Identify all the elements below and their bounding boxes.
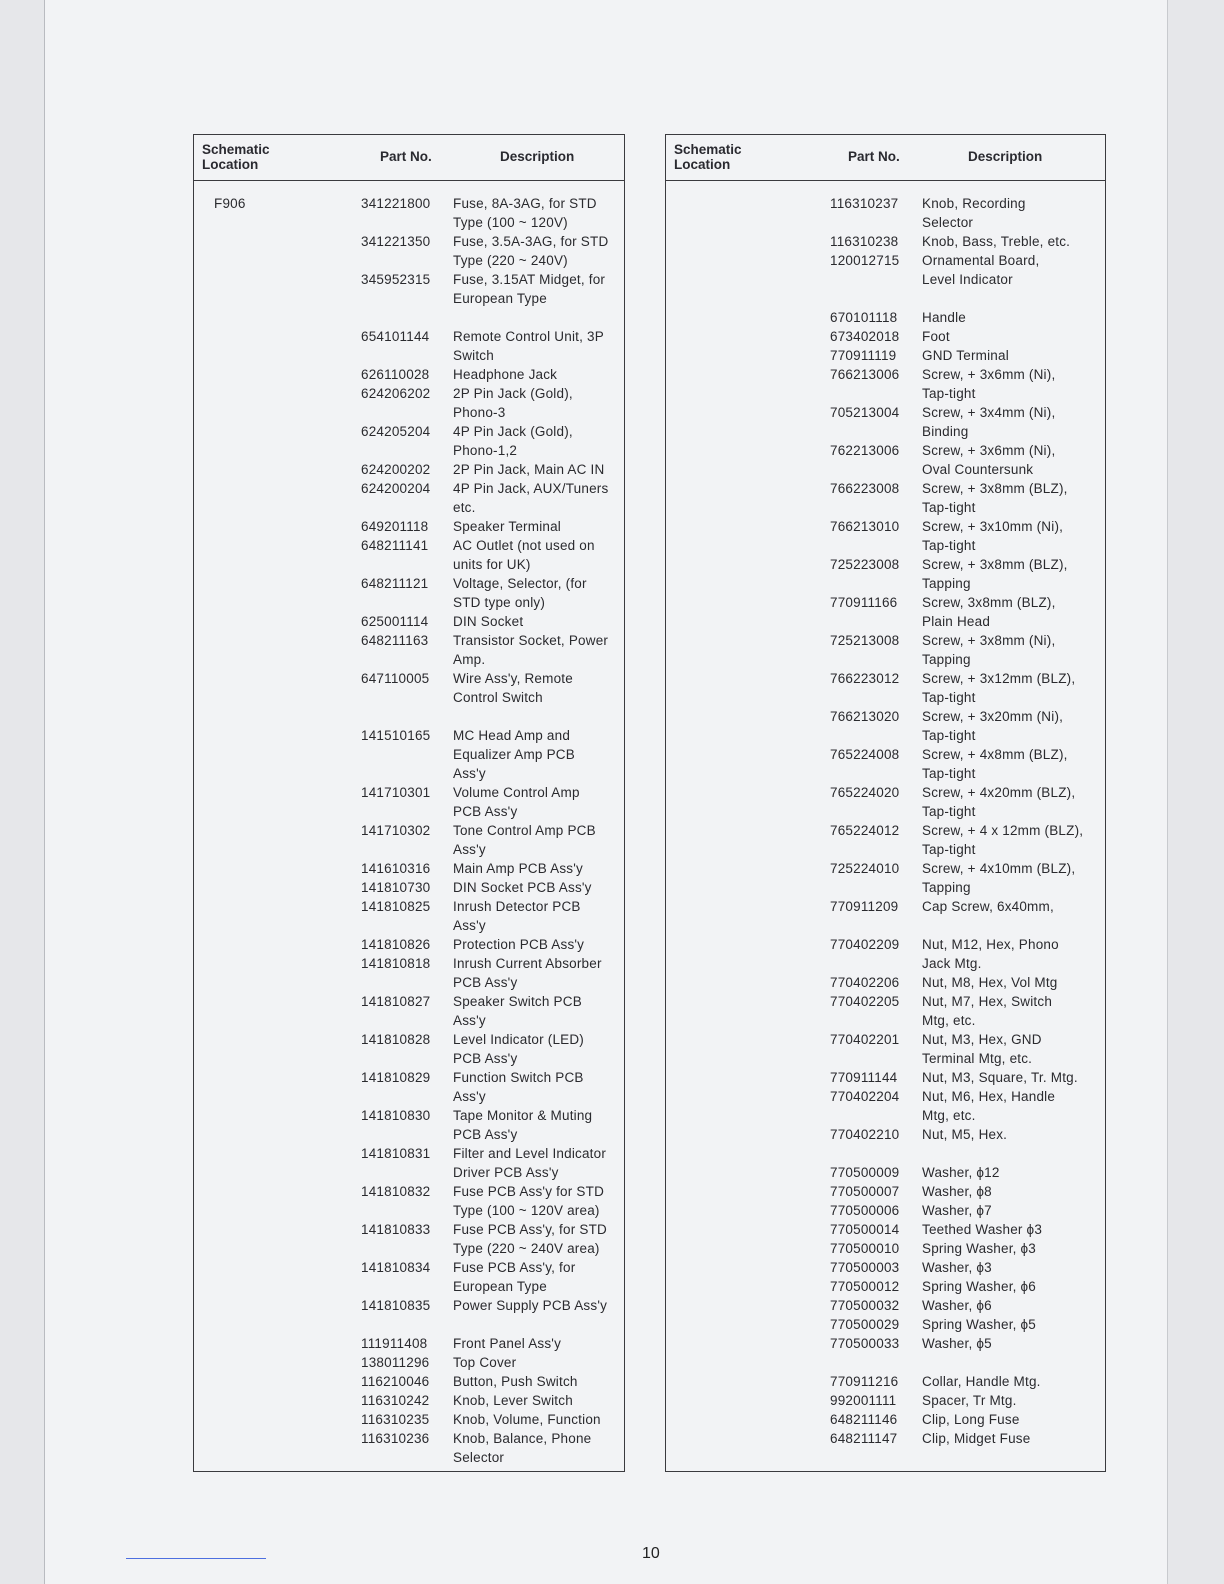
description-cell: Spring Washer, ϕ6 xyxy=(922,1279,1037,1294)
description-cell: Screw, + 4x8mm (BLZ), Tap-tight xyxy=(922,747,1068,781)
table-row xyxy=(666,1334,1105,1353)
description-cell: Level Indicator (LED) PCB Ass'y xyxy=(453,1032,585,1066)
table-row xyxy=(194,669,624,707)
description-cell: Wire Ass'y, Remote Control Switch xyxy=(453,671,573,705)
row-spacer xyxy=(194,1315,624,1334)
description-cell: Washer, ϕ12 xyxy=(922,1165,1000,1180)
description-cell: 2P Pin Jack, Main AC IN xyxy=(453,462,605,477)
description-cell: Fuse, 3.15AT Midget, for European Type xyxy=(453,272,606,306)
description-cell: Function Switch PCB Ass'y xyxy=(453,1070,584,1104)
part-number-cell: 141810818 xyxy=(361,956,431,971)
table-row xyxy=(194,1296,624,1315)
part-number-cell: 770500006 xyxy=(830,1203,900,1218)
description-cell: Nut, M5, Hex. xyxy=(922,1127,1008,1142)
table-row xyxy=(666,479,1105,517)
part-number-cell: 725213008 xyxy=(830,633,900,648)
description-cell: Fuse, 3.5A-3AG, for STD Type (220 ~ 240V) xyxy=(453,234,609,268)
description-cell: Main Amp PCB Ass'y xyxy=(453,861,583,876)
table-row xyxy=(194,897,624,935)
description-cell: Button, Push Switch xyxy=(453,1374,578,1389)
table-row xyxy=(666,555,1105,593)
part-number-cell: 770911216 xyxy=(830,1374,899,1389)
part-number-cell: 766213006 xyxy=(830,367,900,382)
table-row xyxy=(194,1372,624,1391)
description-cell: Spacer, Tr Mtg. xyxy=(922,1393,1017,1408)
part-number-cell: 765224020 xyxy=(830,785,900,800)
table-header xyxy=(194,135,624,181)
description-cell: Washer, ϕ6 xyxy=(922,1298,992,1313)
part-number-cell: 624205204 xyxy=(361,424,431,439)
description-cell: Knob, Balance, Phone Selector xyxy=(453,1431,592,1465)
description-cell: Screw, + 3x8mm (BLZ), Tap-tight xyxy=(922,481,1068,515)
table-row xyxy=(666,194,1105,232)
table-row xyxy=(194,365,624,384)
table-row xyxy=(194,1334,624,1353)
part-number-cell: 770500032 xyxy=(830,1298,900,1313)
table-row xyxy=(194,574,624,612)
description-cell: MC Head Amp and Equalizer Amp PCB Ass'y xyxy=(453,728,575,781)
description-cell: Screw, + 3x12mm (BLZ), Tap-tight xyxy=(922,671,1076,705)
table-row xyxy=(194,1258,624,1296)
table-row xyxy=(666,1372,1105,1391)
header-description: Description xyxy=(500,149,575,164)
table-row xyxy=(666,346,1105,365)
table-row xyxy=(666,897,1105,916)
part-number-cell: 116210046 xyxy=(361,1374,430,1389)
table-row xyxy=(194,1030,624,1068)
table-row xyxy=(194,422,624,460)
part-number-cell: 648211147 xyxy=(830,1431,898,1446)
description-cell: Screw, + 4x20mm (BLZ), Tap-tight xyxy=(922,785,1076,819)
part-number-cell: 341221800 xyxy=(361,196,431,211)
table-row xyxy=(666,403,1105,441)
description-cell: Foot xyxy=(922,329,950,344)
description-cell: Screw, + 3x8mm (BLZ), Tapping xyxy=(922,557,1068,591)
table-row xyxy=(666,973,1105,992)
table-row xyxy=(194,536,624,574)
part-number-cell: 141810828 xyxy=(361,1032,431,1047)
part-number-cell: 648211163 xyxy=(361,633,429,648)
table-row xyxy=(666,631,1105,669)
description-cell: GND Terminal xyxy=(922,348,1009,363)
row-spacer xyxy=(666,1353,1105,1372)
description-cell: Fuse, 8A-3AG, for STD Type (100 ~ 120V) xyxy=(453,196,597,230)
table-row xyxy=(666,365,1105,403)
part-number-cell: 141810832 xyxy=(361,1184,431,1199)
table-row xyxy=(666,669,1105,707)
table-row xyxy=(666,935,1105,973)
part-number-cell: 765224008 xyxy=(830,747,900,762)
part-number-cell: 770500003 xyxy=(830,1260,900,1275)
description-cell: DIN Socket PCB Ass'y xyxy=(453,880,592,895)
part-number-cell: 725223008 xyxy=(830,557,900,572)
part-number-cell: 624206202 xyxy=(361,386,431,401)
part-number-cell: 770402201 xyxy=(830,1032,900,1047)
part-number-cell: 647110005 xyxy=(361,671,430,686)
part-number-cell: 116310235 xyxy=(361,1412,430,1427)
description-cell: Headphone Jack xyxy=(453,367,558,382)
part-number-cell: 770500029 xyxy=(830,1317,900,1332)
table-row xyxy=(666,251,1105,289)
part-number-cell: 766223008 xyxy=(830,481,900,496)
part-number-cell: 141810829 xyxy=(361,1070,431,1085)
row-spacer xyxy=(194,707,624,726)
part-number-cell: 705213004 xyxy=(830,405,900,420)
description-cell: Remote Control Unit, 3P Switch xyxy=(453,329,604,363)
part-number-cell: 141810730 xyxy=(361,880,431,895)
table-row xyxy=(666,707,1105,745)
description-cell: Knob, Bass, Treble, etc. xyxy=(922,234,1071,249)
description-cell: Handle xyxy=(922,310,966,325)
table-row xyxy=(194,194,624,232)
part-number-cell: 770402209 xyxy=(830,937,900,952)
part-number-cell: 765224012 xyxy=(830,823,900,838)
row-spacer xyxy=(666,1144,1105,1163)
part-number-cell: 770500007 xyxy=(830,1184,900,1199)
table-row xyxy=(194,327,624,365)
part-number-cell: 670101118 xyxy=(830,310,898,325)
table-body xyxy=(666,194,1105,1448)
part-number-cell: 770500014 xyxy=(830,1222,900,1237)
table-row xyxy=(194,270,624,308)
part-number-cell: 673402018 xyxy=(830,329,900,344)
description-cell: Transistor Socket, Power Amp. xyxy=(453,633,609,667)
part-number-cell: 116310237 xyxy=(830,196,899,211)
description-cell: Inrush Current Absorber PCB Ass'y xyxy=(453,956,602,990)
parts-table-right xyxy=(665,134,1106,1472)
part-number-cell: 141610316 xyxy=(361,861,431,876)
description-cell: Nut, M3, Square, Tr. Mtg. xyxy=(922,1070,1078,1085)
description-cell: Inrush Detector PCB Ass'y xyxy=(453,899,581,933)
description-cell: Teethed Washer ϕ3 xyxy=(922,1222,1043,1237)
description-cell: Screw, + 4x10mm (BLZ), Tapping xyxy=(922,861,1076,895)
description-cell: Tape Monitor & Muting PCB Ass'y xyxy=(453,1108,593,1142)
table-row xyxy=(666,308,1105,327)
description-cell: Top Cover xyxy=(453,1355,517,1370)
description-cell: Clip, Midget Fuse xyxy=(922,1431,1031,1446)
table-row xyxy=(666,1220,1105,1239)
part-number-cell: 141810831 xyxy=(361,1146,431,1161)
table-row xyxy=(194,517,624,536)
part-number-cell: 138011296 xyxy=(361,1355,430,1370)
part-number-cell: 141810835 xyxy=(361,1298,431,1313)
description-cell: 4P Pin Jack, AUX/Tuners etc. xyxy=(453,481,609,515)
description-cell: Collar, Handle Mtg. xyxy=(922,1374,1041,1389)
description-cell: Washer, ϕ5 xyxy=(922,1336,992,1351)
table-row xyxy=(666,783,1105,821)
part-number-cell: 770911144 xyxy=(830,1070,898,1085)
part-number-cell: 770500012 xyxy=(830,1279,900,1294)
part-number-cell: 624200204 xyxy=(361,481,431,496)
table-row xyxy=(666,1429,1105,1448)
table-row xyxy=(194,1182,624,1220)
part-number-cell: 341221350 xyxy=(361,234,431,249)
part-number-cell: 725224010 xyxy=(830,861,900,876)
part-number-cell: 648211141 xyxy=(361,538,429,553)
table-row xyxy=(666,1068,1105,1087)
part-number-cell: 625001114 xyxy=(361,614,429,629)
part-number-cell: 648211146 xyxy=(830,1412,898,1427)
schematic-location-cell: F906 xyxy=(214,196,246,211)
part-number-cell: 141810830 xyxy=(361,1108,431,1123)
part-number-cell: 141510165 xyxy=(361,728,431,743)
table-row xyxy=(666,1087,1105,1125)
description-cell: Ornamental Board, Level Indicator xyxy=(922,253,1040,287)
part-number-cell: 116310236 xyxy=(361,1431,430,1446)
table-row xyxy=(194,878,624,897)
part-number-cell: 766213010 xyxy=(830,519,900,534)
description-cell: Speaker Switch PCB Ass'y xyxy=(453,994,582,1028)
table-row xyxy=(194,992,624,1030)
part-number-cell: 770402210 xyxy=(830,1127,900,1142)
description-cell: Nut, M7, Hex, Switch Mtg, etc. xyxy=(922,994,1053,1028)
part-number-cell: 770911119 xyxy=(830,348,897,363)
description-cell: Screw, 3x8mm (BLZ), Plain Head xyxy=(922,595,1056,629)
description-cell: Voltage, Selector, (for STD type only) xyxy=(453,576,587,610)
header-schematic-location: Schematic Location xyxy=(202,142,270,172)
table-row xyxy=(194,859,624,878)
header-part-no: Part No. xyxy=(848,149,900,164)
description-cell: Screw, + 3x6mm (Ni), Oval Countersunk xyxy=(922,443,1056,477)
table-row xyxy=(194,612,624,631)
description-cell: 2P Pin Jack (Gold), Phono-3 xyxy=(453,386,573,420)
table-row xyxy=(194,479,624,517)
table-row xyxy=(194,783,624,821)
description-cell: Clip, Long Fuse xyxy=(922,1412,1020,1427)
part-number-cell: 766213020 xyxy=(830,709,900,724)
part-number-cell: 624200202 xyxy=(361,462,431,477)
part-number-cell: 116310238 xyxy=(830,234,899,249)
description-cell: Nut, M12, Hex, Phono Jack Mtg. xyxy=(922,937,1059,971)
part-number-cell: 120012715 xyxy=(830,253,900,268)
description-cell: Screw, + 3x8mm (Ni), Tapping xyxy=(922,633,1056,667)
table-row xyxy=(666,1239,1105,1258)
description-cell: Screw, + 3x6mm (Ni), Tap-tight xyxy=(922,367,1056,401)
table-row xyxy=(194,1144,624,1182)
part-number-cell: 770500033 xyxy=(830,1336,900,1351)
table-row xyxy=(194,1106,624,1144)
description-cell: Power Supply PCB Ass'y xyxy=(453,1298,608,1313)
table-row xyxy=(194,954,624,992)
page-number: 10 xyxy=(642,1545,660,1562)
part-number-cell: 648211121 xyxy=(361,576,429,591)
table-row xyxy=(666,859,1105,897)
part-number-cell: 654101144 xyxy=(361,329,430,344)
row-spacer xyxy=(666,916,1105,935)
table-header xyxy=(666,135,1105,181)
table-row xyxy=(194,726,624,783)
table-row xyxy=(666,1277,1105,1296)
description-cell: Fuse PCB Ass'y for STD Type (100 ~ 120V area) xyxy=(453,1184,605,1218)
description-cell: Filter and Level Indicator Driver PCB Ass'y xyxy=(453,1146,607,1180)
row-spacer xyxy=(194,308,624,327)
description-cell: Protection PCB Ass'y xyxy=(453,937,585,952)
table-row xyxy=(666,517,1105,555)
table-row xyxy=(666,1182,1105,1201)
description-cell: 4P Pin Jack (Gold), Phono-1,2 xyxy=(453,424,573,458)
table-row xyxy=(666,441,1105,479)
table-row xyxy=(194,232,624,270)
table-row xyxy=(666,1163,1105,1182)
table-row xyxy=(666,1410,1105,1429)
part-number-cell: 992001111 xyxy=(830,1393,897,1408)
table-row xyxy=(666,1125,1105,1144)
document-page xyxy=(44,0,1168,1584)
description-cell: Knob, Recording Selector xyxy=(922,196,1026,230)
table-row xyxy=(666,1201,1105,1220)
part-number-cell: 141810833 xyxy=(361,1222,431,1237)
header-part-no: Part No. xyxy=(380,149,432,164)
header-description: Description xyxy=(968,149,1043,164)
part-number-cell: 141810826 xyxy=(361,937,431,952)
description-cell: Washer, ϕ7 xyxy=(922,1203,992,1218)
part-number-cell: 626110028 xyxy=(361,367,430,382)
table-row xyxy=(194,631,624,669)
table-row xyxy=(194,821,624,859)
table-row xyxy=(666,1315,1105,1334)
description-cell: Spring Washer, ϕ3 xyxy=(922,1241,1037,1256)
header-schematic-location: Schematic Location xyxy=(674,142,742,172)
description-cell: Nut, M8, Hex, Vol Mtg xyxy=(922,975,1058,990)
part-number-cell: 770500009 xyxy=(830,1165,900,1180)
row-spacer xyxy=(666,289,1105,308)
part-number-cell: 345952315 xyxy=(361,272,431,287)
description-cell: Screw, + 3x10mm (Ni), Tap-tight xyxy=(922,519,1064,553)
table-row xyxy=(666,1258,1105,1277)
description-cell: Knob, Lever Switch xyxy=(453,1393,573,1408)
part-number-cell: 649201118 xyxy=(361,519,429,534)
description-cell: Nut, M6, Hex, Handle Mtg, etc. xyxy=(922,1089,1056,1123)
table-row xyxy=(666,593,1105,631)
description-cell: Knob, Volume, Function xyxy=(453,1412,601,1427)
part-number-cell: 770402206 xyxy=(830,975,900,990)
table-row xyxy=(666,992,1105,1030)
part-number-cell: 141710302 xyxy=(361,823,431,838)
part-number-cell: 770911209 xyxy=(830,899,899,914)
part-number-cell: 766223012 xyxy=(830,671,900,686)
part-number-cell: 770402204 xyxy=(830,1089,900,1104)
table-row xyxy=(194,1068,624,1106)
table-row xyxy=(194,1220,624,1258)
table-row xyxy=(666,1030,1105,1068)
table-row xyxy=(194,935,624,954)
table-row xyxy=(666,1296,1105,1315)
table-row xyxy=(194,1429,624,1467)
part-number-cell: 770402205 xyxy=(830,994,900,1009)
part-number-cell: 111911408 xyxy=(361,1336,428,1351)
description-cell: Nut, M3, Hex, GND Terminal Mtg, etc. xyxy=(922,1032,1042,1066)
table-row xyxy=(194,460,624,479)
description-cell: Screw, + 3x20mm (Ni), Tap-tight xyxy=(922,709,1064,743)
description-cell: Washer, ϕ8 xyxy=(922,1184,992,1199)
part-number-cell: 141810834 xyxy=(361,1260,431,1275)
description-cell: Tone Control Amp PCB Ass'y xyxy=(453,823,596,857)
description-cell: Front Panel Ass'y xyxy=(453,1336,562,1351)
part-number-cell: 141710301 xyxy=(361,785,431,800)
description-cell: Speaker Terminal xyxy=(453,519,562,534)
description-cell: Cap Screw, 6x40mm, xyxy=(922,899,1054,914)
description-cell: DIN Socket xyxy=(453,614,524,629)
table-row xyxy=(666,1391,1105,1410)
part-number-cell: 116310242 xyxy=(361,1393,430,1408)
table-row xyxy=(666,745,1105,783)
part-number-cell: 141810827 xyxy=(361,994,431,1009)
table-row xyxy=(666,327,1105,346)
description-cell: Screw, + 3x4mm (Ni), Binding xyxy=(922,405,1056,439)
description-cell: Washer, ϕ3 xyxy=(922,1260,992,1275)
description-cell: Screw, + 4 x 12mm (BLZ), Tap-tight xyxy=(922,823,1084,857)
description-cell: Fuse PCB Ass'y, for STD Type (220 ~ 240V area) xyxy=(453,1222,607,1256)
table-body xyxy=(194,194,624,1467)
scan-artifact-underline xyxy=(126,1558,266,1559)
part-number-cell: 141810825 xyxy=(361,899,431,914)
description-cell: Spring Washer, ϕ5 xyxy=(922,1317,1037,1332)
table-row xyxy=(194,1391,624,1410)
table-row xyxy=(666,232,1105,251)
table-row xyxy=(666,821,1105,859)
parts-table-left xyxy=(193,134,625,1472)
description-cell: AC Outlet (not used on units for UK) xyxy=(453,538,595,572)
table-row xyxy=(194,1410,624,1429)
table-row xyxy=(194,384,624,422)
description-cell: Volume Control Amp PCB Ass'y xyxy=(453,785,580,819)
table-row xyxy=(194,1353,624,1372)
description-cell: Fuse PCB Ass'y, for European Type xyxy=(453,1260,576,1294)
part-number-cell: 770500010 xyxy=(830,1241,900,1256)
part-number-cell: 770911166 xyxy=(830,595,898,610)
part-number-cell: 762213006 xyxy=(830,443,900,458)
